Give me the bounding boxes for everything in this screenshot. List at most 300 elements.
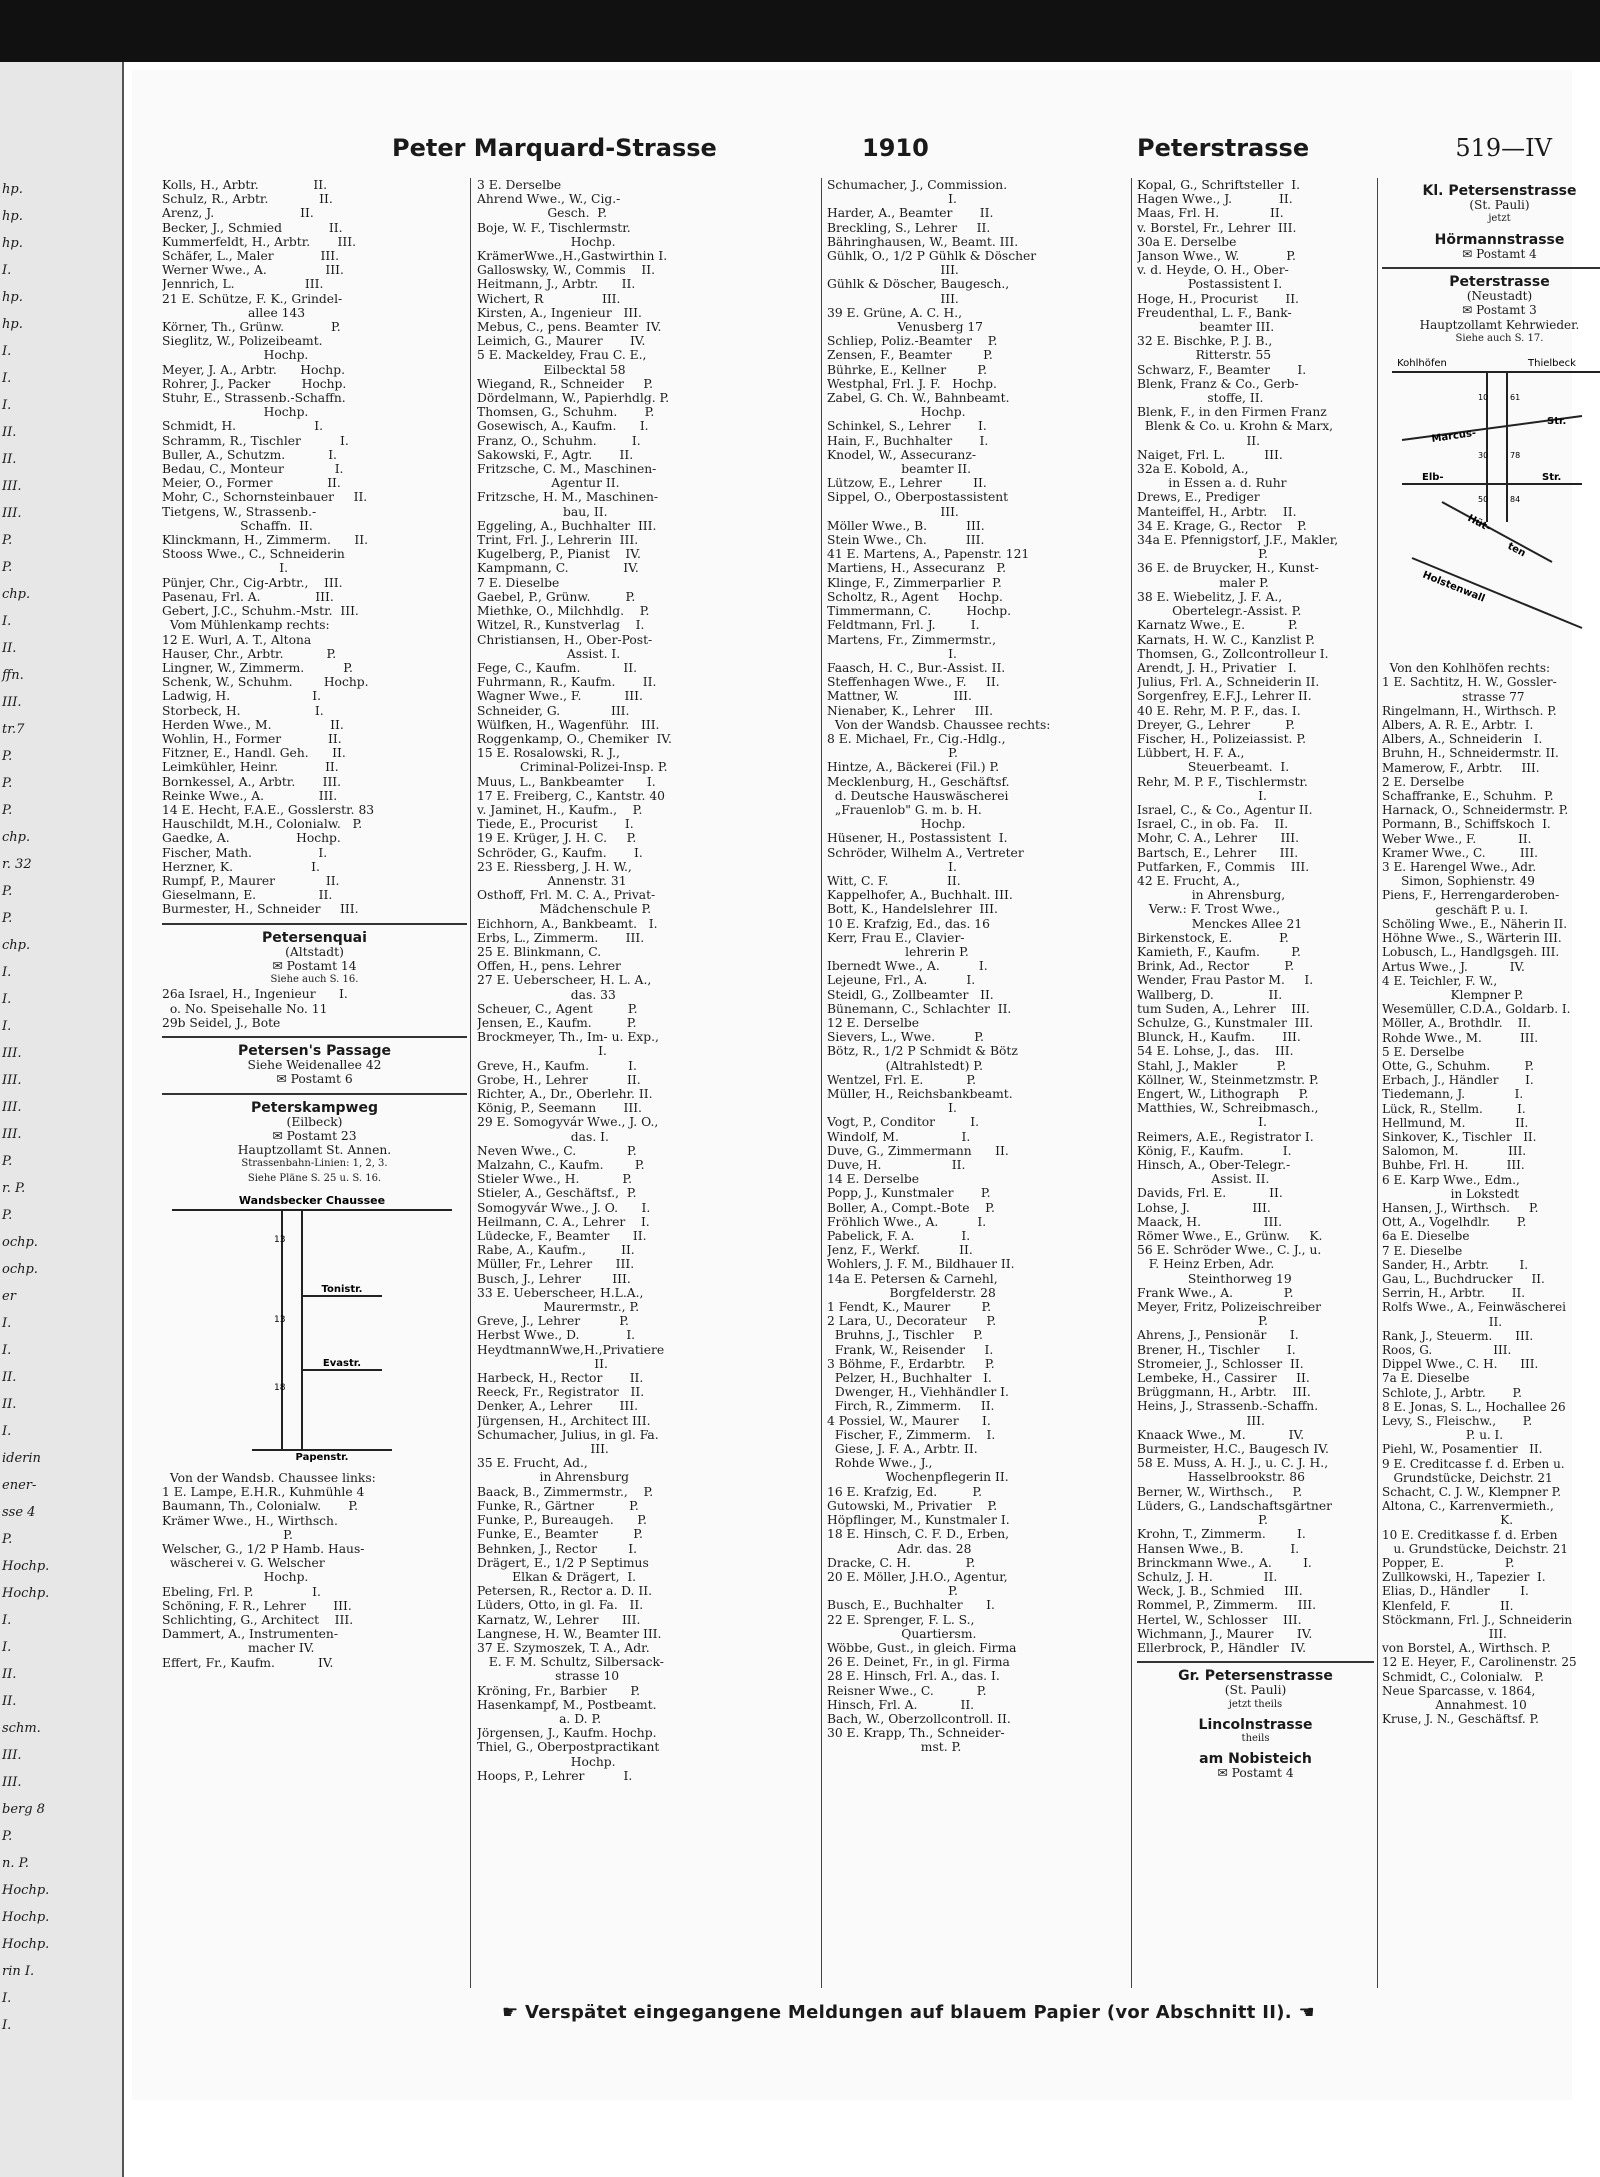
directory-entry: Kerr, Frau E., Clavier- [827, 930, 965, 945]
gutter-fragment: I. [2, 1019, 12, 1034]
directory-entry: Fritzsche, H. M., Maschinen- [477, 490, 659, 505]
directory-entry: Sakowski, F., Agtr. II. [477, 447, 634, 462]
directory-entry: Elkan & Drägert, I. [477, 1569, 637, 1584]
directory-entry: Faasch, H. C., Bur.-Assist. II. [827, 660, 1006, 675]
directory-entry: „Frauenlob" G. m. b. H. [827, 802, 982, 817]
gutter-fragment: II. [2, 452, 17, 467]
gutter-fragment: I. [2, 1316, 12, 1331]
directory-entry: Fröhlich Wwe., A. I. [827, 1214, 987, 1229]
directory-entry: Ahrend Wwe., W., Cig.- [477, 192, 621, 207]
directory-entry: Buller, A., Schutzm. I. [162, 447, 337, 462]
directory-entry: Lembeke, H., Cassirer II. [1137, 1371, 1310, 1386]
column-5 [1382, 178, 1600, 1988]
directory-entry: Pasenau, Frl. A. III. [162, 589, 334, 604]
directory-entry: Maurermstr., P. [477, 1300, 640, 1315]
directory-entry: Weber Wwe., F. II. [1382, 831, 1532, 846]
gutter-fragment: hp. [2, 236, 23, 251]
directory-entry: 29 E. Somogyvár Wwe., J. O., [477, 1115, 659, 1130]
directory-entry: Burmester, H., Schneider III. [162, 902, 359, 917]
directory-entry: III. [827, 504, 959, 519]
map-label-street: Kohlhöfen [1397, 358, 1447, 370]
directory-entry: 23 E. Riessberg, J. H. W., [477, 859, 632, 874]
directory-entry: Vom Mühlenkamp rechts: [162, 618, 330, 633]
directory-entry: Lützow, E., Lehrer II. [827, 476, 987, 491]
header-street-left: Peter Marquard-Strasse [392, 134, 717, 162]
directory-entry: Nienaber, K., Lehrer III. [827, 703, 994, 718]
directory-entry: Bruhn, H., Schneidermstr. II. [1382, 746, 1559, 761]
directory-entry: v. d. Heyde, O. H., Ober- [1137, 263, 1289, 278]
directory-entry: Hauser, Chr., Arbtr. P. [162, 646, 337, 661]
gutter-fragment: II. [2, 1694, 17, 1709]
directory-entry: Hochp. [162, 405, 309, 420]
map-label-bottom: Papenstr. [295, 1451, 349, 1462]
gutter-fragment: I. [2, 263, 12, 278]
directory-entry: Krämer Wwe., H., Wirthsch. [162, 1513, 338, 1528]
directory-entry: 26a Israel, H., Ingenieur I. [162, 987, 348, 1002]
directory-entry: Thiel, G., Oberpostpractikant [477, 1740, 660, 1755]
directory-entry: 30 E. Krapp, Th., Schneider- [827, 1726, 1005, 1741]
directory-entry: 25 E. Blinkmann, C. [477, 944, 602, 959]
directory-entry: Wesemüller, C.D.A., Goldarb. I. [1382, 1002, 1571, 1017]
section-district: (Altstadt) [285, 944, 344, 959]
directory-entry: Klinckmann, H., Zimmerm. II. [162, 533, 369, 548]
gutter-fragment: er [2, 1289, 16, 1304]
directory-entry: Annahmest. 10 [1382, 1698, 1527, 1713]
envelope-icon: ✉ [1217, 1766, 1228, 1781]
map-label-street: Tonistr. [321, 1283, 363, 1295]
directory-entry: Westphal, Frl. J. F. Hochp. [827, 376, 997, 391]
directory-entry: Karnatz, W., Lehrer III. [477, 1612, 641, 1627]
directory-entry: Timmermann, C. Hochp. [827, 604, 1012, 619]
directory-entry: Duve, H. II. [827, 1158, 966, 1173]
gutter-fragment: II. [2, 1667, 17, 1682]
directory-entry: (Altrahlstedt) P. [827, 1058, 983, 1073]
directory-entry: Schulz, J. H. II. [1137, 1569, 1278, 1584]
directory-entry: Sinkover, K., Tischler II. [1382, 1129, 1537, 1144]
directory-entry: Stooss Wwe., C., Schneiderin [162, 547, 345, 562]
gutter-fragment: III. [2, 479, 22, 494]
gutter-fragment: r. 32 [2, 857, 32, 872]
directory-entry: Wöbbe, Gust., in gleich. Firma [827, 1640, 1017, 1655]
directory-entry: Gieselmann, E. II. [162, 888, 333, 903]
see-also: Siehe auch S. 16. [270, 974, 359, 986]
directory-entry: 26 E. Deinet, Fr., in gl. Firma [827, 1655, 1010, 1670]
gutter-fragment: Hochp. [2, 1586, 50, 1601]
directory-entry: Gutowski, M., Privatier P. [827, 1498, 998, 1513]
directory-entry: Möller, A., Brothdlr. II. [1382, 1016, 1532, 1031]
directory-entry: Ladwig, H. I. [162, 689, 322, 704]
column-2 [477, 178, 817, 1988]
directory-entry: Hain, F., Buchhalter I. [827, 433, 989, 448]
directory-entry: 58 E. Muss, A. H. J., u. C. J. H., [1137, 1456, 1329, 1471]
directory-entry: geschäft P. u. I. [1382, 902, 1529, 917]
directory-entry: Hüsener, H., Postassistent I. [827, 831, 1008, 846]
entries-block [162, 987, 467, 1030]
gutter-fragment: chp. [2, 587, 31, 602]
directory-entry: Hertel, W., Schlosser III. [1137, 1612, 1302, 1627]
section-district: (Eilbeck) [286, 1114, 343, 1129]
directory-entry: Artus Wwe., J. IV. [1382, 959, 1525, 974]
directory-entry: Fritzsche, C. M., Maschinen- [477, 462, 657, 477]
directory-entry: F. Heinz Erben, Adr. [1137, 1257, 1275, 1272]
directory-entry: Kramer Wwe., C. III. [1382, 845, 1538, 860]
section-title: Petersen's Passage [237, 1042, 392, 1059]
directory-entry: Wochenpflegerin II. [827, 1470, 1009, 1485]
directory-entry: Serrin, H., Arbtr. II. [1382, 1286, 1526, 1301]
directory-entry: Pormann, B., Schiffskoch I. [1382, 817, 1551, 832]
directory-entry: 8 E. Michael, Fr., Cig.-Hdlg., [827, 731, 1006, 746]
directory-entry: Mohr, C. A., Lehrer III. [1137, 831, 1299, 846]
directory-entry: strasse 10 [477, 1669, 620, 1684]
directory-entry: Funke, R., Gärtner P. [477, 1498, 639, 1513]
directory-entry: Gesch. P. [477, 206, 607, 221]
directory-entry: 38 E. Wiebelitz, J. F. A., [1137, 589, 1283, 604]
directory-entry: Pelzer, H., Buchhalter I. [827, 1371, 992, 1386]
directory-entry: Feldtmann, Frl. J. I. [827, 618, 980, 633]
directory-entry: Gosewisch, A., Kaufm. I. [477, 419, 649, 434]
directory-entry: Denker, A., Lehrer III. [477, 1399, 638, 1414]
gutter-fragment: ffn. [2, 668, 24, 683]
directory-entry: v. Borstel, Fr., Lehrer III. [1137, 220, 1297, 235]
directory-entry: Schmidt, H. I. [162, 419, 324, 434]
directory-entry: Dwenger, H., Viehhändler I. [827, 1385, 1009, 1400]
directory-entry: Hellmund, M. II. [1382, 1115, 1529, 1130]
directory-entry: Erbs, L., Zimmerm. III. [477, 930, 645, 945]
directory-entry: Israel, C., in ob. Fa. II. [1137, 817, 1289, 832]
directory-entry: I. [477, 1044, 607, 1059]
directory-entry: Sander, H., Arbtr. I. [1382, 1257, 1529, 1272]
directory-entry: Stuhr, E., Strassenb.-Schaffn. [162, 391, 346, 406]
directory-entry: Christiansen, H., Ober-Post- [477, 632, 653, 647]
directory-entry: Piehl, W., Posamentier II. [1382, 1442, 1543, 1457]
directory-entry: Mohr, C., Schornsteinbauer II. [162, 490, 368, 505]
directory-entry: Boller, A., Compt.-Bote P. [827, 1200, 995, 1215]
directory-entry: Hochp. [162, 1570, 309, 1585]
directory-entry: allee 143 [162, 305, 306, 320]
directory-entry: Assist. II. [1137, 1172, 1270, 1187]
gutter-fragment: III. [2, 1073, 22, 1088]
gutter-fragment: P. [2, 560, 13, 575]
directory-entry: Mamerow, F., Arbtr. III. [1382, 760, 1540, 775]
directory-entry: strasse 77 [1382, 689, 1525, 704]
directory-entry: Busch, E., Buchhalter I. [827, 1598, 995, 1613]
directory-entry: Lingner, W., Zimmerm. P. [162, 660, 353, 675]
section-district: (Neustadt) [1466, 289, 1533, 304]
directory-entry: 36 E. de Bruycker, H., Kunst- [1137, 561, 1319, 576]
entries-block [477, 178, 817, 1783]
section-district: (St. Pauli) [1224, 1683, 1287, 1698]
directory-entry: Piens, F., Herrengarderoben- [1382, 888, 1560, 903]
directory-entry: 2 E. Derselbe [1382, 774, 1465, 789]
gutter-fragment: P. [2, 1829, 13, 1844]
directory-entry: Kummerfeldt, H., Arbtr. III. [162, 234, 357, 249]
directory-entry: Steffenhagen Wwe., F. II. [827, 675, 1000, 690]
directory-entry: Blenk, Franz & Co., Gerb- [1137, 376, 1299, 391]
directory-entry: Bruhns, J., Tischler P. [827, 1328, 983, 1343]
directory-entry: Vogt, P., Conditor I. [827, 1115, 979, 1130]
directory-entry: Ibernedt Wwe., A. I. [827, 959, 988, 974]
directory-entry: Reeck, Fr., Registrator II. [477, 1385, 645, 1400]
directory-entry: KrämerWwe.,H.,Gastwirthin I. [477, 249, 668, 264]
directory-entry: P. [1137, 1513, 1268, 1528]
post-office: ✉ Postamt 4 [1217, 1766, 1294, 1781]
directory-entry: Zabel, G. Ch. W., Bahnbeamt. [827, 391, 1010, 406]
directory-entry: Kolls, H., Arbtr. II. [162, 178, 328, 192]
directory-entry: Naiget, Frl. L. III. [1137, 447, 1283, 462]
gutter-fragment: P. [2, 803, 13, 818]
see-also: Siehe Pläne S. 25 u. S. 16. [247, 1172, 382, 1184]
directory-entry: Hochp. [827, 817, 966, 832]
new-street-name: am Nobisteich [1199, 1751, 1312, 1768]
gutter-fragment: I. [2, 965, 12, 980]
gutter-fragment: I. [2, 1991, 12, 2006]
section-rule [1382, 267, 1600, 269]
directory-entry: II. [477, 1356, 608, 1371]
directory-entry: Effert, Fr., Kaufm. IV. [162, 1655, 334, 1670]
map-house-number: 10 [1478, 393, 1489, 403]
directory-entry: I. [827, 192, 957, 207]
directory-entry: Fischer, Math. I. [162, 845, 328, 860]
gutter-fragment: III. [2, 1046, 22, 1061]
directory-entry: Leimkühler, Heinr. II. [162, 760, 339, 775]
directory-entry: Annenstr. 31 [477, 873, 627, 888]
directory-entry: Hasenkampf, M., Postbeamt. [477, 1697, 657, 1712]
directory-entry: 12 E. Derselbe [827, 1015, 920, 1030]
directory-entry: König, P., Seemann III. [477, 1101, 642, 1116]
directory-entry: Schliep, Poliz.-Beamter P. [827, 334, 998, 349]
directory-entry: Schäfer, L., Maler III. [162, 249, 340, 264]
gutter-fragment: Hochp. [2, 1937, 50, 1952]
directory-entry: Simon, Sophienstr. 49 [1382, 874, 1535, 889]
directory-entry: stoffe, II. [1137, 391, 1264, 406]
directory-entry: Herzner, K. I. [162, 859, 320, 874]
gutter-fragment: P. [2, 1532, 13, 1547]
directory-entry: u. Grundstücke, Deichstr. 21 [1382, 1541, 1568, 1556]
map-label-street: Elb- [1422, 472, 1444, 484]
directory-entry: II. [1137, 433, 1261, 448]
directory-entry: 7 E. Dieselbe [1382, 1243, 1463, 1258]
directory-entry: Lobusch, L., Handlgsgeh. III. [1382, 945, 1560, 960]
directory-entry: Manteiffel, H., Arbtr. II. [1137, 504, 1297, 519]
directory-entry: Stein Wwe., Ch. III. [827, 533, 985, 548]
directory-entry: Fitzner, E., Handl. Geh. II. [162, 746, 346, 761]
directory-entry: 1 Fendt, K., Maurer P. [827, 1300, 992, 1315]
directory-entry: Breckling, S., Lehrer II. [827, 220, 991, 235]
gutter-fragment: hp. [2, 290, 23, 305]
directory-entry: 19 E. Krüger, J. H. C. P. [477, 831, 637, 846]
gutter-fragment: tr.7 [2, 722, 25, 737]
directory-entry: Elias, D., Händler I. [1382, 1584, 1529, 1599]
section-title: Petersenquai [262, 929, 367, 946]
directory-entry: 1 E. Lampe, E.H.R., Kuhmühle 4 [162, 1485, 365, 1500]
map-house-number: 30 [1478, 451, 1489, 461]
directory-entry: Steidl, G., Zollbeamter II. [827, 987, 994, 1002]
directory-entry: Grundstücke, Deichstr. 21 [1382, 1470, 1553, 1485]
directory-entry: I. [162, 561, 289, 576]
directory-entry: Sieglitz, W., Polizeibeamt. [162, 334, 323, 349]
directory-entry: 5 E. Derselbe [1382, 1044, 1465, 1059]
directory-entry: Frank Wwe., A. P. [1137, 1285, 1294, 1300]
directory-entry: Schaffranke, E., Schuhm. P. [1382, 789, 1554, 804]
directory-entry: Davids, Frl. E. II. [1137, 1186, 1283, 1201]
directory-entry: 40 E. Rehr, M. P. F., das. I. [1137, 703, 1301, 718]
directory-entry: Hinsch, A., Ober-Telegr.- [1137, 1158, 1291, 1173]
directory-entry: Bach, W., Oberzollcontroll. II. [827, 1711, 1011, 1726]
directory-entry: Wender, Frau Pastor M. I. [1137, 973, 1314, 988]
directory-entry: Möller Wwe., B. III. [827, 518, 985, 533]
gutter-fragment: sse 4 [2, 1505, 36, 1520]
left-page-edge [0, 62, 124, 2177]
directory-entry: Karnatz Wwe., E. P. [1137, 618, 1298, 633]
column-1 [162, 178, 467, 1988]
gutter-fragment: P. [2, 749, 13, 764]
directory-entry: Schlote, J., Arbtr. P. [1382, 1385, 1522, 1400]
directory-entry: Wichert, R III. [477, 291, 621, 306]
directory-entry: Duve, G., Zimmermann II. [827, 1143, 1009, 1158]
envelope-icon: ✉ [1462, 303, 1473, 318]
directory-entry: Gebert, J.C., Schuhm.-Mstr. III. [162, 604, 359, 619]
directory-entry: Rommel, P., Zimmerm. III. [1137, 1598, 1317, 1613]
map-house-number: 18 [274, 1382, 286, 1393]
directory-entry: Wichmann, J., Maurer IV. [1137, 1626, 1313, 1641]
gutter-fragment: P. [2, 776, 13, 791]
map-label-street: Hüt- [1465, 512, 1493, 535]
directory-entry: in Ahrensburg [477, 1470, 630, 1485]
directory-entry: Salomon, M. III. [1382, 1144, 1527, 1159]
directory-entry: Kirsten, A., Ingenieur III. [477, 305, 642, 320]
directory-entry: Malzahn, C., Kaufm. P. [477, 1158, 645, 1173]
directory-entry: Fege, C., Kaufm. II. [477, 660, 637, 675]
new-street-name: Hörmannstrasse [1434, 231, 1565, 248]
post-office: ✉ Postamt 3 [1462, 303, 1537, 318]
directory-entry: III. [1382, 1627, 1507, 1642]
directory-entry: bau, II. [477, 504, 608, 519]
gutter-fragment: III. [2, 1775, 22, 1790]
street-sketch-map [162, 1192, 467, 1465]
directory-entry: Storbeck, H. I. [162, 703, 324, 718]
directory-entry: 1 E. Sachtitz, H. W., Gossler- [1382, 675, 1557, 690]
gutter-fragment: P. [2, 884, 13, 899]
directory-entry: Tietgens, W., Strassenb.- [162, 504, 317, 519]
directory-entry: Sievers, L., Wwe. P. [827, 1030, 984, 1045]
directory-entry: Eichhorn, A., Bankbeamt. I. [477, 916, 658, 931]
directory-entry: das. 33 [477, 987, 616, 1002]
directory-entry: Popper, E. P. [1382, 1556, 1515, 1571]
directory-entry: von Borstel, A., Wirthsch. P. [1382, 1641, 1551, 1656]
directory-entry: tum Suden, A., Lehrer III. [1137, 1001, 1310, 1016]
directory-entry: Albers, A. R. E., Arbtr. I. [1382, 718, 1534, 733]
directory-entry: Wiegand, R., Schneider P. [477, 376, 654, 391]
directory-entry: 18 E. Hinsch, C. F. D., Erben, [827, 1527, 1010, 1542]
directory-entry: 3 Böhme, F., Erdarbtr. P. [827, 1356, 995, 1371]
envelope-icon: ✉ [276, 1072, 287, 1087]
directory-entry: 6 E. Karp Wwe., Edm., [1382, 1172, 1520, 1187]
directory-entry: Heilmann, C. A., Lehrer I. [477, 1214, 650, 1229]
section-rule [162, 1036, 467, 1038]
directory-entry: Von der Wandsb. Chaussee links: [162, 1471, 376, 1486]
directory-entry: Julius, Frl. A., Schneiderin II. [1137, 675, 1320, 690]
directory-entry: 3 E. Harengel Wwe., Adr. [1382, 860, 1537, 875]
directory-entry: Blenk, F., in den Firmen Franz [1137, 405, 1327, 420]
gutter-fragment: n. P. [2, 1856, 29, 1871]
directory-entry: I. [1137, 788, 1267, 803]
directory-entry: Klinge, F., Zimmerparlier P. [827, 575, 1002, 590]
directory-entry: III. [827, 263, 959, 278]
gutter-fragment: P. [2, 911, 13, 926]
directory-entry: K. [1382, 1513, 1514, 1528]
gutter-fragment: I. [2, 1613, 12, 1628]
directory-entry: Ellerbrock, P., Händler IV. [1137, 1640, 1306, 1655]
customs-office: Hauptzollamt St. Annen. [237, 1143, 392, 1158]
gutter-fragment: I. [2, 992, 12, 1007]
directory-entry: Lüdecke, F., Beamter II. [477, 1229, 647, 1244]
map-house-number: 84 [1510, 495, 1521, 505]
map-label-top: Wandsbecker Chaussee [238, 1193, 386, 1207]
directory-entry: Kopal, G., Schriftsteller I. [1137, 178, 1300, 192]
directory-entry: o. No. Speisehalle No. 11 [162, 1001, 328, 1016]
section-rule [162, 1093, 467, 1095]
directory-entry: Mecklenburg, H., Geschäftsf. [827, 774, 1010, 789]
directory-entry: Bünemann, C., Schlachter II. [827, 1001, 1012, 1016]
directory-entry: Fuhrmann, R., Kaufm. II. [477, 675, 657, 690]
directory-entry: Miethke, O., Milchhdlg. P. [477, 604, 650, 619]
directory-entry: Dördelmann, W., Papierhdlg. P. [477, 391, 670, 406]
directory-entry: Arenz, J. II. [162, 206, 314, 221]
column-4 [1137, 178, 1374, 1988]
directory-entry: Brüggmann, H., Arbtr. III. [1137, 1385, 1311, 1400]
directory-page [132, 70, 1580, 2100]
directory-entry: Bornkessel, A., Arbtr. III. [162, 774, 342, 789]
gutter-fragment: rin I. [2, 1964, 35, 1979]
directory-entry: 17 E. Freiberg, C., Kantstr. 40 [477, 788, 666, 803]
directory-entry: Kampmann, C. IV. [477, 561, 639, 576]
directory-entry: Thomsen, G., Zollcontrolleur I. [1137, 646, 1329, 661]
directory-entry: wäscherei v. G. Welscher [162, 1556, 325, 1571]
directory-entry: Eggeling, A., Buchhalter III. [477, 518, 657, 533]
column-divider [1377, 178, 1378, 1988]
directory-entry: 32 E. Bischke, P. J. B., [1137, 334, 1273, 349]
directory-entry: Eilbecktal 58 [477, 362, 626, 377]
entries-block [1382, 661, 1600, 1726]
gutter-fragment: III. [2, 1127, 22, 1142]
directory-entry: P. [1137, 547, 1268, 562]
directory-entry: Dippel Wwe., C. H. III. [1382, 1357, 1539, 1372]
gutter-fragment: iderin [2, 1451, 41, 1466]
directory-entry: Maas, Frl. H. II. [1137, 206, 1284, 221]
directory-entry: Welscher, G., 1/2 P Hamb. Haus- [162, 1542, 365, 1557]
directory-entry: Frank, W., Reisender I. [827, 1342, 994, 1357]
directory-entry: 10 E. Krafzig, Ed., das. 16 [827, 916, 990, 931]
entries-block [827, 178, 1127, 1755]
directory-entry: 20 E. Möller, J.H.O., Agentur, [827, 1569, 1008, 1584]
directory-entry: Hoops, P., Lehrer I. [477, 1768, 633, 1783]
map-label-street: Holstenwall [1420, 569, 1487, 605]
directory-entry: 14 E. Hecht, F.A.E., Gosslerstr. 83 [162, 802, 375, 817]
directory-entry: Dreyer, G., Lehrer P. [1137, 717, 1295, 732]
map-house-number: 78 [1510, 451, 1521, 461]
directory-entry: 33 E. Ueberscheer, H.L.A., [477, 1285, 644, 1300]
directory-entry: Steinthorweg 19 [1137, 1271, 1292, 1286]
envelope-icon: ✉ [272, 958, 283, 973]
directory-entry: 37 E. Szymoszek, T. A., Adr. [477, 1640, 650, 1655]
directory-entry: Putfarken, F., Commis III. [1137, 859, 1310, 874]
directory-entry: Wohlers, J. F. M., Bildhauer II. [827, 1257, 1015, 1272]
header-street-right: Peterstrasse [1137, 134, 1310, 162]
directory-entry: I. [827, 1101, 957, 1116]
directory-entry: 30a E. Derselbe [1137, 234, 1237, 249]
directory-entry: Neue Sparcasse, v. 1864, [1382, 1683, 1536, 1698]
directory-entry: Wentzel, Frl. E. P. [827, 1072, 977, 1087]
